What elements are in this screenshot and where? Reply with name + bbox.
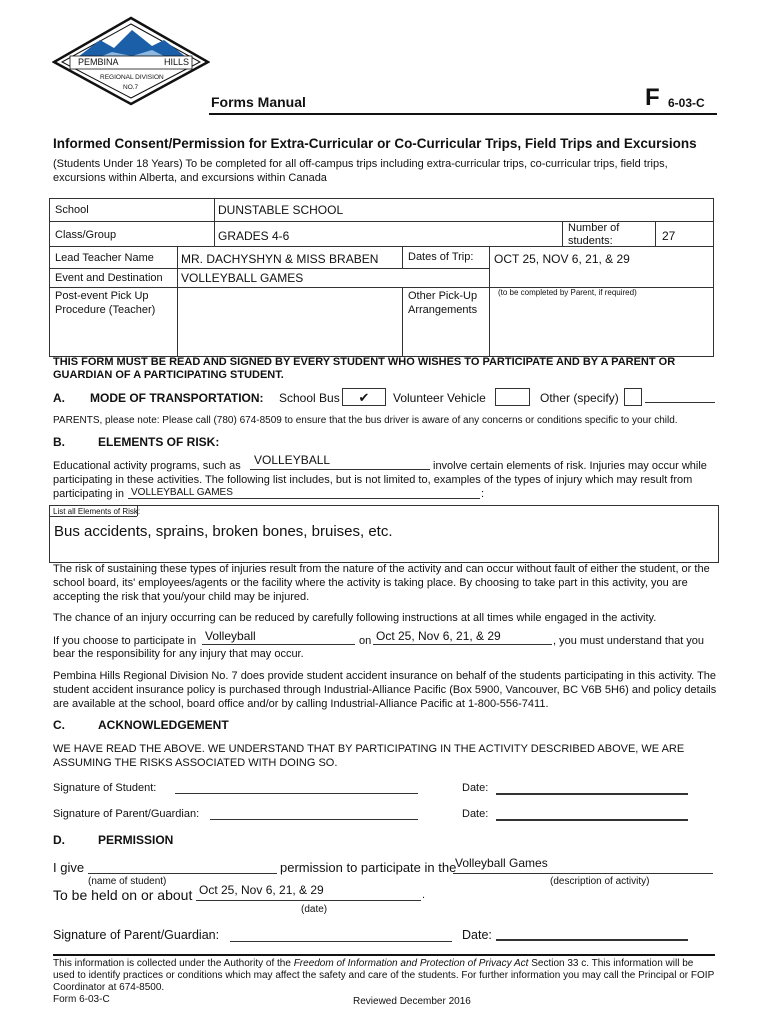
- footer-form-code: Form 6-03-C: [53, 994, 110, 1005]
- page-title: Informed Consent/Permission for Extra-Curricular or Co-Curricular Trips, Field Trips and Excursions: [53, 136, 697, 151]
- header-rule: [209, 113, 717, 115]
- risk-text-1b: involve certain elements of risk. Injuries may occur while: [433, 460, 707, 472]
- risk-list-label: List all Elements of Risk:: [53, 507, 141, 516]
- other-transport-line[interactable]: [645, 402, 715, 403]
- participate-date-field[interactable]: [373, 629, 552, 645]
- held-date-field[interactable]: [196, 883, 421, 901]
- parent-note: (to be completed by Parent, if required): [498, 288, 637, 297]
- form-code: 6-03-C: [668, 96, 705, 110]
- section-d-heading: PERMISSION: [98, 833, 174, 847]
- teacher-label: Lead Teacher Name: [55, 252, 154, 264]
- event-value[interactable]: VOLLEYBALL GAMES: [181, 271, 304, 285]
- risk-text-4c: , you must understand that you: [553, 635, 705, 647]
- date-caption: (date): [301, 904, 328, 915]
- event-label: Event and Destination: [55, 272, 163, 284]
- permission-date-line[interactable]: [496, 939, 688, 941]
- risk-list-box[interactable]: [49, 505, 719, 563]
- risk-text-4a: If you choose to participate in: [53, 635, 197, 647]
- dates-value[interactable]: OCT 25, NOV 6, 21, & 29: [494, 252, 630, 266]
- permission-date-label: Date:: [462, 928, 492, 942]
- risk-text-1c: participating in these activities. The following list includes, but is not limited to, examples of the types of injury which may result from: [53, 474, 693, 486]
- student-name-caption: (name of student): [88, 876, 167, 887]
- school-bus-label: School Bus: [279, 391, 340, 405]
- section-a-letter: A.: [53, 391, 65, 405]
- acknowledgement-text: WE HAVE READ THE ABOVE. WE UNDERSTAND THAT BY PARTICIPATING IN THE ACTIVITY DESCRIBED ABOVE, WE ARE ASSUMING THE RISKS ASSOCIATED WITH DOING SO.: [53, 743, 685, 769]
- footer-rule: [53, 954, 715, 956]
- footer-text-2: Section 33 c. This information will be used to identify practices or conditions which may affect the safety and care of the students. For further information you may call the Principal or FOIP Coordinator at 674-8500.: [53, 958, 715, 993]
- risk-paragraph-3: The chance of an injury occurring can be reduced by carefully following instructions at all times while engaged in the activity.: [53, 612, 657, 624]
- other-pickup-label: Other Pick-Up Arrangements: [408, 290, 478, 316]
- class-value[interactable]: GRADES 4-6: [218, 229, 290, 243]
- participate-date-value: Oct 25, Nov 6, 21, & 29: [376, 629, 501, 643]
- i-give-label: I give: [53, 860, 85, 875]
- form-letter: F: [645, 84, 660, 111]
- risk-paragraph-2: The risk of sustaining these types of injuries result from the nature of the activity and can occur without fault of either the student, or the school board, its' employees/agents or the facility where the activity is taking place. By choosing to take part in this activity, you are accepting the risk that you/your child may be injured.: [53, 563, 710, 603]
- risk-activity-value: VOLLEYBALL: [254, 453, 331, 467]
- permission-label: permission to participate in the: [280, 860, 457, 875]
- risk-colon: :: [481, 488, 485, 500]
- risk-text-1a: Educational activity programs, such as: [53, 460, 241, 472]
- logo-text-4: NO.7: [123, 84, 139, 91]
- logo: [52, 16, 210, 106]
- insurance-paragraph: Pembina Hills Regional Division No. 7 does provide student accident insurance on behalf of the students participating in this activity. The student accident insurance policy is purchased through Industrial-Alliance Pacific (Box 5900, Vancouver, BC V6B 5H6) and policy details are available at the school, board office and/or by calling Industrial-Alliance Pacific at 1-800-556-7411.: [53, 670, 717, 710]
- activity-description-field[interactable]: [453, 856, 713, 874]
- risk-text-4b: on: [359, 635, 372, 647]
- student-date-line[interactable]: [496, 793, 688, 795]
- footer-reviewed: Reviewed December 2016: [353, 996, 471, 1007]
- num-students-value[interactable]: 27: [662, 229, 676, 243]
- risk-activity-field[interactable]: [250, 453, 430, 470]
- risk-list-value: Bus accidents, sprains, broken bones, bruises, etc.: [54, 523, 393, 540]
- section-d-letter: D.: [53, 833, 65, 847]
- logo-text-3: REGIONAL DIVISION: [100, 74, 164, 81]
- student-signature-line[interactable]: [175, 793, 418, 794]
- student-date-label: Date:: [462, 782, 489, 794]
- student-signature-label: Signature of Student:: [53, 782, 157, 794]
- section-a-heading: MODE OF TRANSPORTATION:: [90, 391, 264, 405]
- participate-activity-field[interactable]: [202, 629, 355, 645]
- parents-note: PARENTS, please note: Please call (780) 674-8509 to ensure that the bus driver is aware of any concerns or conditions specific to your child.: [53, 415, 678, 426]
- parent-signature-line[interactable]: [210, 819, 418, 820]
- footer-text-1: This information is collected under the Authority of the: [53, 958, 291, 969]
- risk-participating-field[interactable]: [128, 485, 480, 499]
- permission-parent-signature-line[interactable]: [230, 941, 452, 942]
- parent-date-label: Date:: [462, 808, 489, 820]
- school-value[interactable]: DUNSTABLE SCHOOL: [218, 203, 344, 217]
- pickup-label: Post-event Pick Up Procedure (Teacher): [55, 290, 156, 316]
- section-b-letter: B.: [53, 435, 65, 449]
- forms-manual-label: Forms Manual: [211, 94, 306, 110]
- risk-text-4d: bear the responsibility for any injury that may occur.: [53, 648, 304, 660]
- class-label: Class/Group: [55, 229, 117, 241]
- dates-label: Dates of Trip:: [408, 251, 474, 263]
- footer-foip: [53, 958, 715, 994]
- section-b-heading: ELEMENTS OF RISK:: [98, 435, 220, 449]
- section-c-letter: C.: [53, 718, 65, 732]
- num-students-label: Number of students:: [568, 222, 620, 247]
- held-period: .: [422, 889, 426, 901]
- logo-text-2: HILLS: [164, 57, 190, 67]
- held-on-label: To be held on or about: [53, 887, 193, 903]
- risk-participating-value: VOLLEYBALL GAMES: [131, 487, 233, 498]
- activity-description-value: Volleyball Games: [455, 856, 548, 870]
- subtitle: (Students Under 18 Years) To be completed for all off-campus trips including extra-curricular trips, co-curricular trips, field trips, excursions within Alberta, and excursions within Canada: [53, 158, 668, 184]
- held-date-value: Oct 25, Nov 6, 21, & 29: [199, 883, 324, 897]
- student-name-field[interactable]: [88, 873, 277, 874]
- must-read-notice: THIS FORM MUST BE READ AND SIGNED BY EVERY STUDENT WHO WISHES TO PARTICIPATE AND BY A PARENT OR GUARDIAN OF A PARTICIPATING STUDENT.: [53, 356, 676, 381]
- parent-signature-label: Signature of Parent/Guardian:: [53, 808, 200, 820]
- volunteer-vehicle-checkbox[interactable]: [495, 388, 530, 406]
- other-transport-label: Other (specify): [540, 391, 619, 405]
- activity-caption: (description of activity): [550, 876, 650, 887]
- school-label: School: [55, 204, 89, 216]
- volunteer-vehicle-label: Volunteer Vehicle: [393, 391, 486, 405]
- other-transport-checkbox[interactable]: [624, 388, 642, 406]
- section-c-heading: ACKNOWLEDGEMENT: [98, 718, 229, 732]
- school-bus-checkbox[interactable]: ✔: [342, 388, 386, 406]
- info-table: [49, 198, 714, 357]
- logo-text-1: PEMBINA: [78, 57, 119, 67]
- teacher-value[interactable]: MR. DACHYSHYN & MISS BRABEN: [181, 252, 379, 266]
- risk-text-1d: participating in: [53, 488, 124, 500]
- footer-act: Freedom of Information and Protection of Privacy Act: [293, 958, 529, 969]
- parent-date-line[interactable]: [496, 819, 688, 821]
- permission-parent-signature-label: Signature of Parent/Guardian:: [53, 928, 220, 942]
- participate-activity-value: Volleyball: [205, 629, 256, 643]
